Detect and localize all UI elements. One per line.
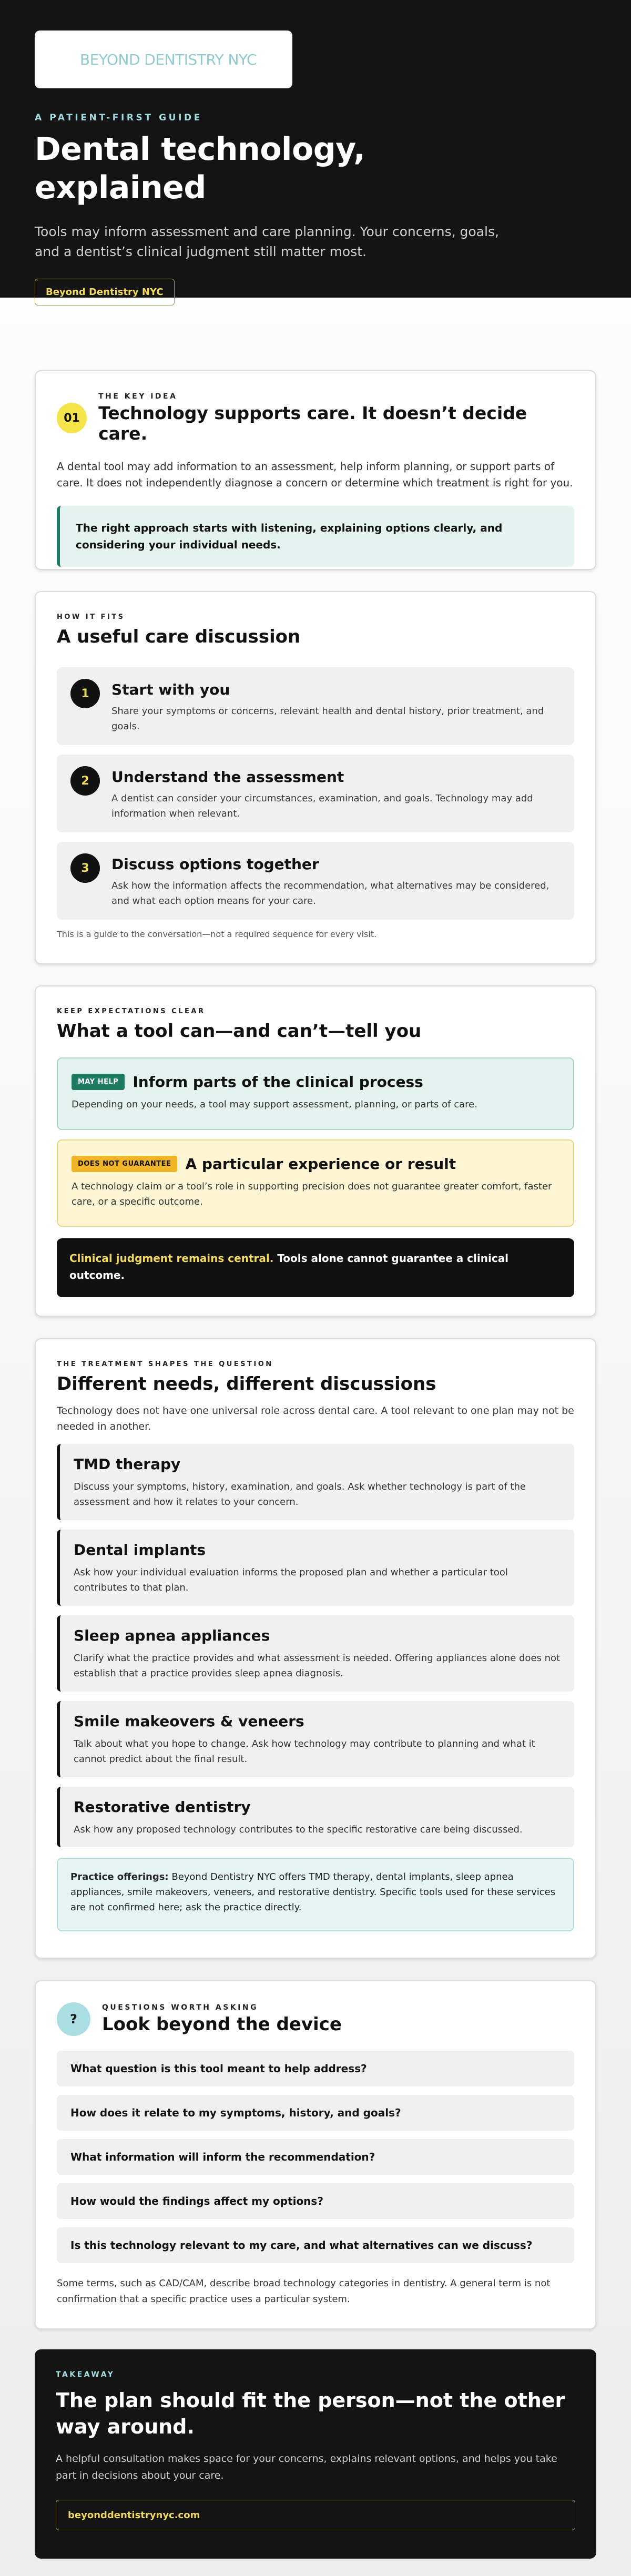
- question-item: What information will inform the recommendation?: [57, 2139, 574, 2175]
- question-mark-icon: ?: [57, 2002, 90, 2036]
- treatment-item-title: Sleep apnea appliances: [74, 1627, 270, 1644]
- treatment-title: Different needs, different discussions: [57, 1373, 436, 1394]
- hero-section: [0, 0, 631, 298]
- questions-note: Some terms, such as CAD/CAM, describe broad technology categories in dentistry. A general term is not confirmation that a specific practice uses a particular system.: [57, 2278, 551, 2305]
- step-title: Understand the assessment: [111, 768, 344, 786]
- treatment-item: [57, 1530, 574, 1606]
- offerings-text: Beyond Dentistry NYC offers TMD therapy, dental implants, sleep apnea appliances, smile makeovers, veneers, and restorative dentistry. Specific tools used for these services are not confirmed here; ask the practice directly.: [70, 1871, 556, 1913]
- key-idea-eyebrow: THE KEY IDEA: [98, 392, 178, 401]
- no-guarantee-box: [57, 1139, 574, 1227]
- treatment-item-title: Dental implants: [74, 1541, 206, 1559]
- step-description: Share your symptoms or concerns, relevant health and dental history, prior treatment, and goals.: [111, 706, 544, 732]
- treatment-item-description: Talk about what you hope to change. Ask how technology may contribute to planning and what it cannot predict about the final result.: [74, 1738, 535, 1765]
- practice-badge: Beyond Dentistry NYC: [35, 279, 175, 306]
- step-number: 1: [70, 679, 100, 708]
- clinical-judgment-banner: [57, 1238, 574, 1297]
- treatment-card: [35, 1338, 596, 1959]
- offerings-label: Practice offerings:: [70, 1871, 169, 1882]
- treatment-intro: Technology does not have one universal role across dental care. A tool relevant to one plan may not be needed in another.: [57, 1405, 574, 1432]
- takeaway-eyebrow: TAKEAWAY: [56, 2370, 115, 2379]
- question-item: Is this technology relevant to my care, and what alternatives can we discuss?: [57, 2227, 574, 2263]
- key-idea-title: Technology supports care. It doesn’t decide care.: [98, 403, 527, 444]
- how-it-fits-card: [35, 591, 596, 964]
- how-it-fits-note: This is a guide to the conversation—not a required sequence for every visit.: [57, 929, 377, 939]
- practice-offerings-note: [57, 1858, 574, 1931]
- question-item: What question is this tool meant to help address?: [57, 2051, 574, 2086]
- expectations-title: What a tool can—and can’t—tell you: [57, 1021, 422, 1042]
- treatment-item-description: Ask how your individual evaluation informs the proposed plan and whether a particular tool contributes to that plan.: [74, 1567, 508, 1593]
- page-title-line-2: explained: [35, 169, 206, 206]
- key-idea-card: [35, 370, 596, 570]
- how-it-fits-eyebrow: HOW IT FITS: [57, 613, 125, 621]
- takeaway-body: A helpful consultation makes space for your concerns, explains relevant options, and helps you take part in decisions about your care.: [56, 2453, 557, 2481]
- treatment-eyebrow: THE TREATMENT SHAPES THE QUESTION: [57, 1360, 273, 1368]
- may-help-tag: MAY HELP: [72, 1074, 125, 1090]
- step-number: 2: [70, 766, 100, 796]
- treatment-item-description: Ask how any proposed technology contributes to the specific restorative care being discussed.: [74, 1824, 523, 1835]
- no-guarantee-description: A technology claim or a tool’s role in supporting precision does not guarantee greater comfort, faster care, or a specific outcome.: [72, 1181, 552, 1207]
- treatment-item-description: Clarify what the practice provides and what assessment is needed. Offering appliances alone does not establish that a practice provides sleep apnea diagnosis.: [74, 1653, 561, 1679]
- step-item: [57, 755, 574, 832]
- hero-kicker: A PATIENT-FIRST GUIDE: [35, 113, 202, 123]
- step-title: Discuss options together: [111, 856, 319, 873]
- treatment-item-title: Restorative dentistry: [74, 1798, 251, 1816]
- step-description: Ask how the information affects the recommendation, what alternatives may be considered, and what each option means for your care.: [111, 880, 549, 907]
- treatment-item: [57, 1615, 574, 1692]
- questions-eyebrow: QUESTIONS WORTH ASKING: [102, 2003, 259, 2012]
- expectations-card: [35, 985, 596, 1317]
- no-guarantee-title: A particular experience or result: [185, 1155, 456, 1173]
- question-item: How would the findings affect my options?: [57, 2183, 574, 2219]
- step-description: A dentist can consider your circumstances, examination, and goals. Technology may add information when relevant.: [111, 793, 533, 819]
- key-idea-callout: The right approach starts with listening, explaining options clearly, and considering your individual needs.: [57, 506, 574, 567]
- step-title: Start with you: [111, 681, 230, 698]
- logo-text: BEYOND DENTISTRY NYC: [80, 50, 257, 68]
- question-item: How does it relate to my symptoms, history, and goals?: [57, 2095, 574, 2131]
- takeaway-section: [35, 2349, 596, 2559]
- page-title-line-1: Dental technology,: [35, 131, 365, 168]
- brand-logo[interactable]: [35, 30, 292, 88]
- may-help-title: Inform parts of the clinical process: [133, 1073, 423, 1091]
- banner-highlight: Clinical judgment remains central.: [69, 1252, 274, 1265]
- page-title: [35, 130, 596, 207]
- no-guarantee-tag: DOES NOT GUARANTEE: [72, 1156, 177, 1172]
- treatment-item-description: Discuss your symptoms, history, examination, and goals. Ask whether technology is part of the assessment and how it relates to your concern.: [74, 1481, 526, 1508]
- key-idea-body: A dental tool may add information to an assessment, help inform planning, or support parts of care. It does not independently diagnose a concern or determine which treatment is right for you.: [57, 460, 573, 489]
- may-help-box: [57, 1057, 574, 1130]
- step-number: 3: [70, 853, 100, 883]
- banner-text: Tools alone cannot guarantee a clinical outcome.: [69, 1252, 509, 1281]
- hero-subtitle: Tools may inform assessment and care planning. Your concerns, goals, and a dentist’s clinical judgment still matter most.: [35, 224, 499, 259]
- questions-title: Look beyond the device: [102, 2014, 342, 2035]
- may-help-description: Depending on your needs, a tool may support assessment, planning, or parts of care.: [72, 1099, 477, 1110]
- questions-card: [35, 1980, 596, 2329]
- section-number-badge: 01: [57, 403, 87, 433]
- expectations-eyebrow: KEEP EXPECTATIONS CLEAR: [57, 1007, 206, 1015]
- how-it-fits-title: A useful care discussion: [57, 626, 301, 647]
- treatment-item-title: Smile makeovers & veneers: [74, 1713, 304, 1730]
- treatment-item: [57, 1701, 574, 1777]
- treatment-item: [57, 1444, 574, 1520]
- takeaway-title: The plan should fit the person—not the other way around.: [56, 2389, 565, 2438]
- treatment-item: [57, 1787, 574, 1847]
- treatment-item-title: TMD therapy: [74, 1455, 181, 1473]
- website-link[interactable]: beyonddentistrynyc.com: [56, 2500, 575, 2530]
- step-item: [57, 842, 574, 920]
- step-item: [57, 667, 574, 745]
